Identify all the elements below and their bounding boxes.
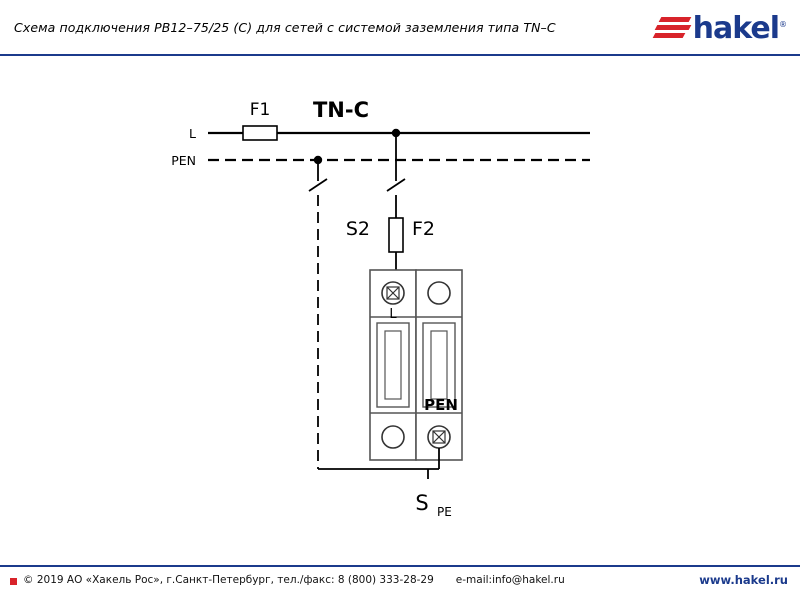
s2-label: S2 [345, 218, 370, 240]
footer-website[interactable]: www.hakel.ru [699, 573, 788, 587]
device-pen-label: PEN [424, 396, 458, 414]
f2-label: F2 [412, 218, 436, 240]
page-title: Схема подключения PB12–75/25 (C) для сетей с системой заземления типа TN–C [14, 20, 556, 35]
earth-sub-label: PE [437, 505, 452, 519]
f1-label: F1 [249, 100, 271, 120]
footer-contact [23, 574, 565, 586]
pen-line-label: PEN [171, 153, 196, 168]
header [0, 0, 800, 55]
logo-text [693, 10, 786, 44]
registered-trademark-icon: ® [779, 20, 786, 29]
wiring-diagram [0, 55, 800, 565]
logo-wordmark: hakel [692, 11, 779, 46]
footer-divider [0, 565, 800, 567]
footer-bullet-icon [10, 578, 17, 585]
lightning-bolt-icon [654, 13, 690, 41]
l-line-label: L [189, 126, 196, 141]
hakel-logo [654, 8, 786, 46]
tn-c-label: TN-C [312, 98, 370, 122]
device-l-label: L [389, 307, 397, 322]
earth-main-label: S [415, 491, 429, 515]
footer-copyright: © 2019 АО «Хакель Рос», г.Санкт-Петербург, тел./факс: 8 (800) 333-28-29 [23, 574, 434, 586]
footer-email[interactable]: e-mail:info@hakel.ru [455, 574, 565, 586]
